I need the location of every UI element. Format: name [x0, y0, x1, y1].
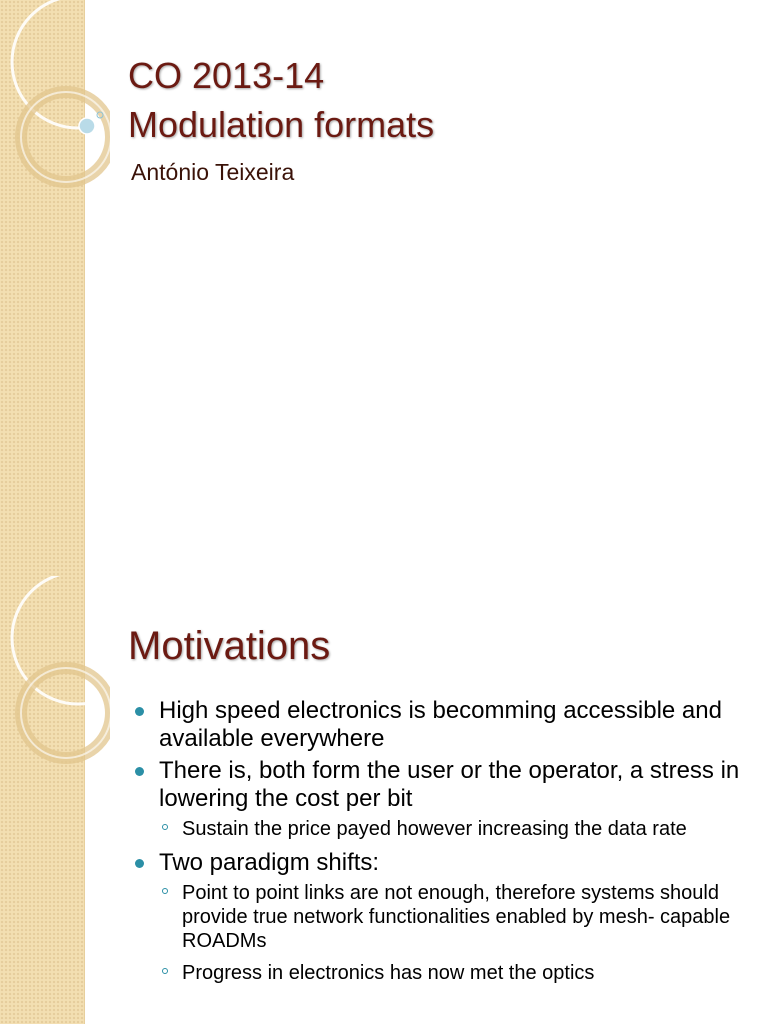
sub-bullet-item	[159, 881, 750, 953]
sub-bullet-ring-icon	[162, 968, 168, 974]
bullet-dot-icon	[135, 859, 144, 868]
bullet-text: High speed electronics is becomming accessible and available everywhere	[159, 697, 722, 752]
bullet-dot-icon	[135, 767, 144, 776]
sub-bullet-ring-icon	[162, 888, 168, 894]
sub-bullet-list	[159, 881, 750, 985]
author-name: António Teixeira	[131, 159, 295, 185]
bullet-item	[130, 849, 750, 985]
decorative-rings-graphic	[0, 0, 110, 220]
sub-bullet-text: Progress in electronics has now met the optics	[182, 962, 595, 984]
bullet-dot-icon	[135, 707, 144, 716]
sub-bullet-text: Sustain the price payed however increasing the data rate	[182, 818, 687, 840]
sub-bullet-text: Point to point links are not enough, therefore systems should provide true network functionalities enabled by mesh- capable ROADMs	[182, 882, 731, 952]
bullet-item	[130, 757, 750, 841]
sub-bullet-list	[159, 817, 750, 841]
slide-title-line1: CO 2013-14	[128, 55, 325, 96]
motivations-slide	[0, 576, 768, 1024]
slide-title: Motivations	[128, 624, 331, 668]
bullet-item	[130, 697, 750, 753]
bullet-text: Two paradigm shifts:	[159, 849, 380, 876]
decorative-rings-graphic	[0, 576, 110, 796]
bullet-text: There is, both form the user or the operator, a stress in lowering the cost per bit	[159, 757, 740, 812]
bullet-list	[130, 697, 750, 993]
sub-bullet-item	[159, 817, 750, 841]
sub-bullet-ring-icon	[162, 824, 168, 830]
sub-bullet-item	[159, 961, 750, 985]
slide-title-line2: Modulation formats	[128, 104, 435, 145]
